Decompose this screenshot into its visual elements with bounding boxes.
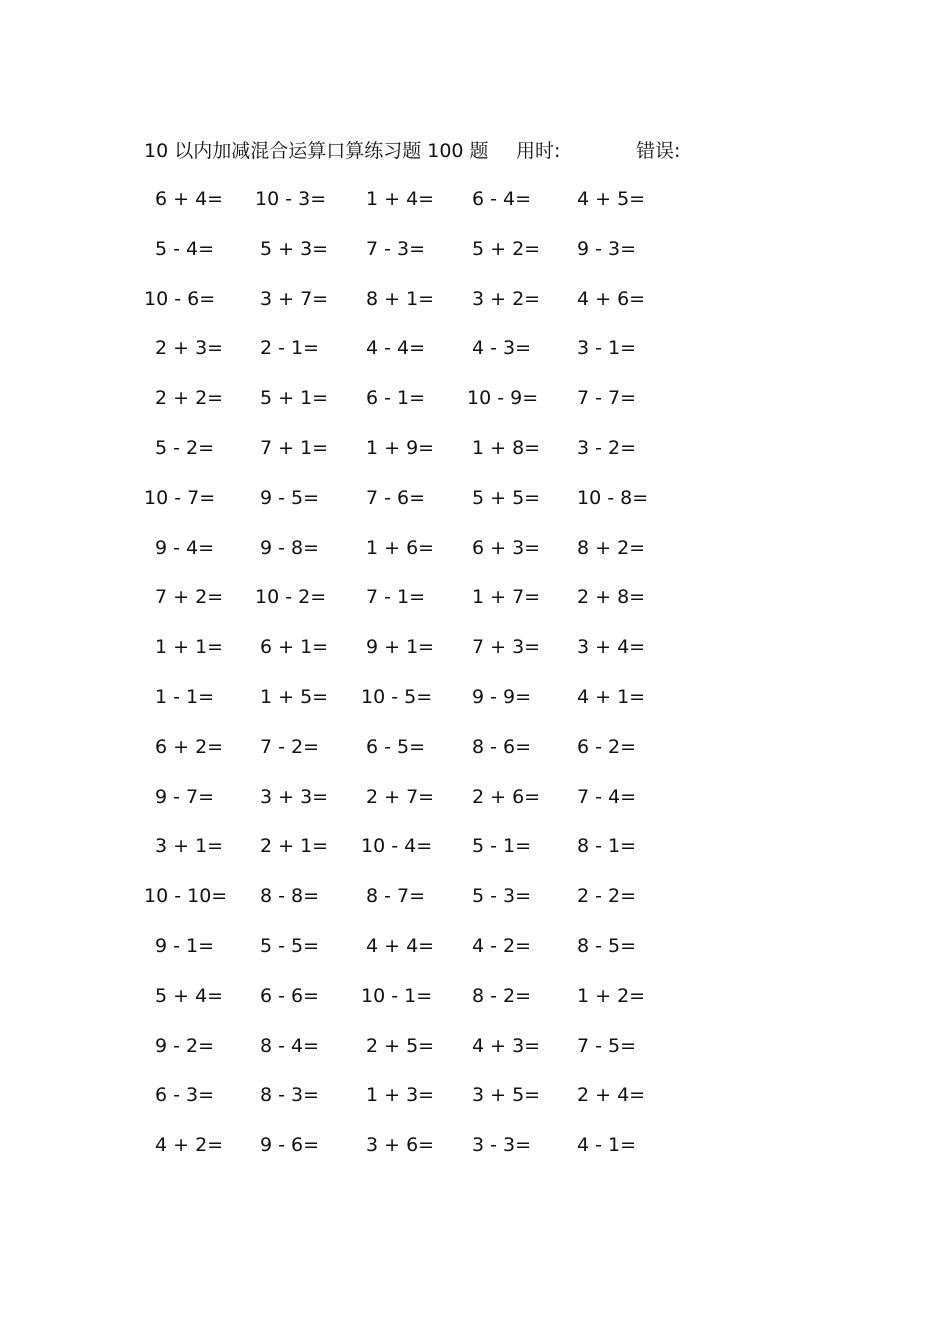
problem-item: 1 + 4= [366,188,435,210]
problem-item: 4 - 4= [366,337,426,360]
problem-item: 4 + 1= [577,685,646,708]
problem-row [0,184,950,234]
problem-item: 1 + 5= [260,685,329,708]
problem-item: 2 - 2= [577,885,637,908]
problem-item: 3 - 2= [577,436,637,459]
problem-item: 3 + 4= [577,636,646,659]
problem-row [0,483,950,533]
problem-item: 1 + 8= [472,436,541,459]
problem-item: 7 - 4= [577,785,637,808]
problem-item: 6 + 4= [155,188,224,210]
problem-item: 5 - 2= [155,436,215,459]
problem-item: 8 - 4= [260,1034,320,1057]
problem-item: 8 - 6= [472,735,532,758]
problem-item: 6 - 5= [366,735,426,758]
problem-item: 1 + 9= [366,436,435,459]
problem-item: 4 + 2= [155,1134,224,1157]
problem-item: 10 - 1= [361,984,433,1007]
problem-item: 6 - 6= [260,984,320,1007]
problem-item: 6 + 2= [155,735,224,758]
problem-item: 2 + 2= [155,387,224,410]
problem-row [0,333,950,383]
problem-item: 10 - 4= [361,835,433,858]
problem-item: 4 - 2= [472,934,532,957]
problem-item: 9 - 8= [260,536,320,559]
problem-row [0,533,950,583]
problem-item: 8 - 7= [366,885,426,908]
problem-item: 9 - 4= [155,536,215,559]
problem-item: 3 + 1= [155,835,224,858]
problem-row [0,782,950,832]
problem-item: 5 + 1= [260,387,329,410]
problem-item: 1 + 7= [472,586,541,609]
problem-item: 1 + 3= [366,1084,435,1107]
problem-row [0,1130,950,1180]
error-count-label: 错误: [636,140,681,162]
problem-item: 3 - 1= [577,337,637,360]
problem-row [0,433,950,483]
problem-item: 2 + 8= [577,586,646,609]
problem-item: 7 + 1= [260,436,329,459]
problem-item: 3 - 3= [472,1134,532,1157]
problem-item: 9 + 1= [366,636,435,659]
problem-item: 10 - 7= [144,486,216,509]
problem-row [0,1031,950,1081]
problem-item: 7 - 3= [366,237,426,260]
problem-item: 10 - 5= [361,685,433,708]
problem-item: 8 - 3= [260,1084,320,1107]
problem-item: 3 + 6= [366,1134,435,1157]
time-used-label: 用时: [516,140,561,162]
problem-item: 1 + 6= [366,536,435,559]
problem-item: 8 - 8= [260,885,320,908]
problem-item: 5 - 5= [260,934,320,957]
problem-item: 4 + 3= [472,1034,541,1057]
problem-item: 4 + 5= [577,188,646,210]
problem-item: 8 + 2= [577,536,646,559]
problem-row [0,732,950,782]
problem-item: 5 - 1= [472,835,532,858]
problem-item: 10 - 3= [255,188,327,210]
problem-item: 4 - 1= [577,1134,637,1157]
problem-item: 2 + 3= [155,337,224,360]
problem-item: 10 - 9= [467,387,539,410]
problem-item: 4 + 6= [577,287,646,310]
problem-item: 5 + 3= [260,237,329,260]
problem-item: 9 - 9= [472,685,532,708]
problem-row [0,383,950,433]
problem-item: 4 + 4= [366,934,435,957]
problem-item: 9 - 1= [155,934,215,957]
problem-row [0,682,950,732]
problem-item: 7 + 3= [472,636,541,659]
problem-item: 7 - 2= [260,735,320,758]
problem-item: 5 + 5= [472,486,541,509]
problem-item: 9 - 2= [155,1034,215,1057]
problem-item: 8 - 1= [577,835,637,858]
problem-item: 6 - 1= [366,387,426,410]
problem-item: 1 + 1= [155,636,224,659]
problem-row [0,831,950,881]
problem-item: 3 + 7= [260,287,329,310]
problem-item: 6 + 1= [260,636,329,659]
problem-item: 2 + 7= [366,785,435,808]
problem-item: 8 - 5= [577,934,637,957]
problem-item: 10 - 6= [144,287,216,310]
problem-item: 3 + 5= [472,1084,541,1107]
problem-item: 9 - 7= [155,785,215,808]
problem-item: 5 + 2= [472,237,541,260]
problem-item: 2 + 1= [260,835,329,858]
problem-item: 8 - 2= [472,984,532,1007]
problem-item: 4 - 3= [472,337,532,360]
problem-item: 2 + 5= [366,1034,435,1057]
problem-item: 1 - 1= [155,685,215,708]
problem-item: 1 + 2= [577,984,646,1007]
problem-item: 6 - 4= [472,188,532,210]
problem-item: 2 - 1= [260,337,320,360]
problem-item: 5 - 4= [155,237,215,260]
problem-item: 2 + 6= [472,785,541,808]
problem-row [0,582,950,632]
problem-item: 7 - 7= [577,387,637,410]
problem-item: 6 - 3= [155,1084,215,1107]
problem-row [0,1080,950,1130]
problem-item: 5 - 3= [472,885,532,908]
problem-item: 5 + 4= [155,984,224,1007]
problem-item: 7 - 1= [366,586,426,609]
problem-item: 6 - 2= [577,735,637,758]
problem-item: 10 - 2= [255,586,327,609]
problem-row [0,881,950,931]
problem-item: 9 - 6= [260,1134,320,1157]
problem-row [0,931,950,981]
problem-item: 6 + 3= [472,536,541,559]
problem-row [0,234,950,284]
problem-item: 2 + 4= [577,1084,646,1107]
problem-item: 10 - 10= [144,885,228,908]
problem-row [0,981,950,1031]
problem-item: 7 - 6= [366,486,426,509]
problem-item: 10 - 8= [577,486,649,509]
problem-item: 7 + 2= [155,586,224,609]
problem-row [0,632,950,682]
problem-item: 9 - 3= [577,237,637,260]
problem-item: 3 + 3= [260,785,329,808]
problem-item: 9 - 5= [260,486,320,509]
problem-row [0,284,950,334]
problem-item: 3 + 2= [472,287,541,310]
problem-grid [0,184,950,1180]
problem-item: 7 - 5= [577,1034,637,1057]
worksheet-header [0,136,950,166]
worksheet-title: 10 以内加减混合运算口算练习题 100 题 [144,140,489,162]
problem-item: 8 + 1= [366,287,435,310]
